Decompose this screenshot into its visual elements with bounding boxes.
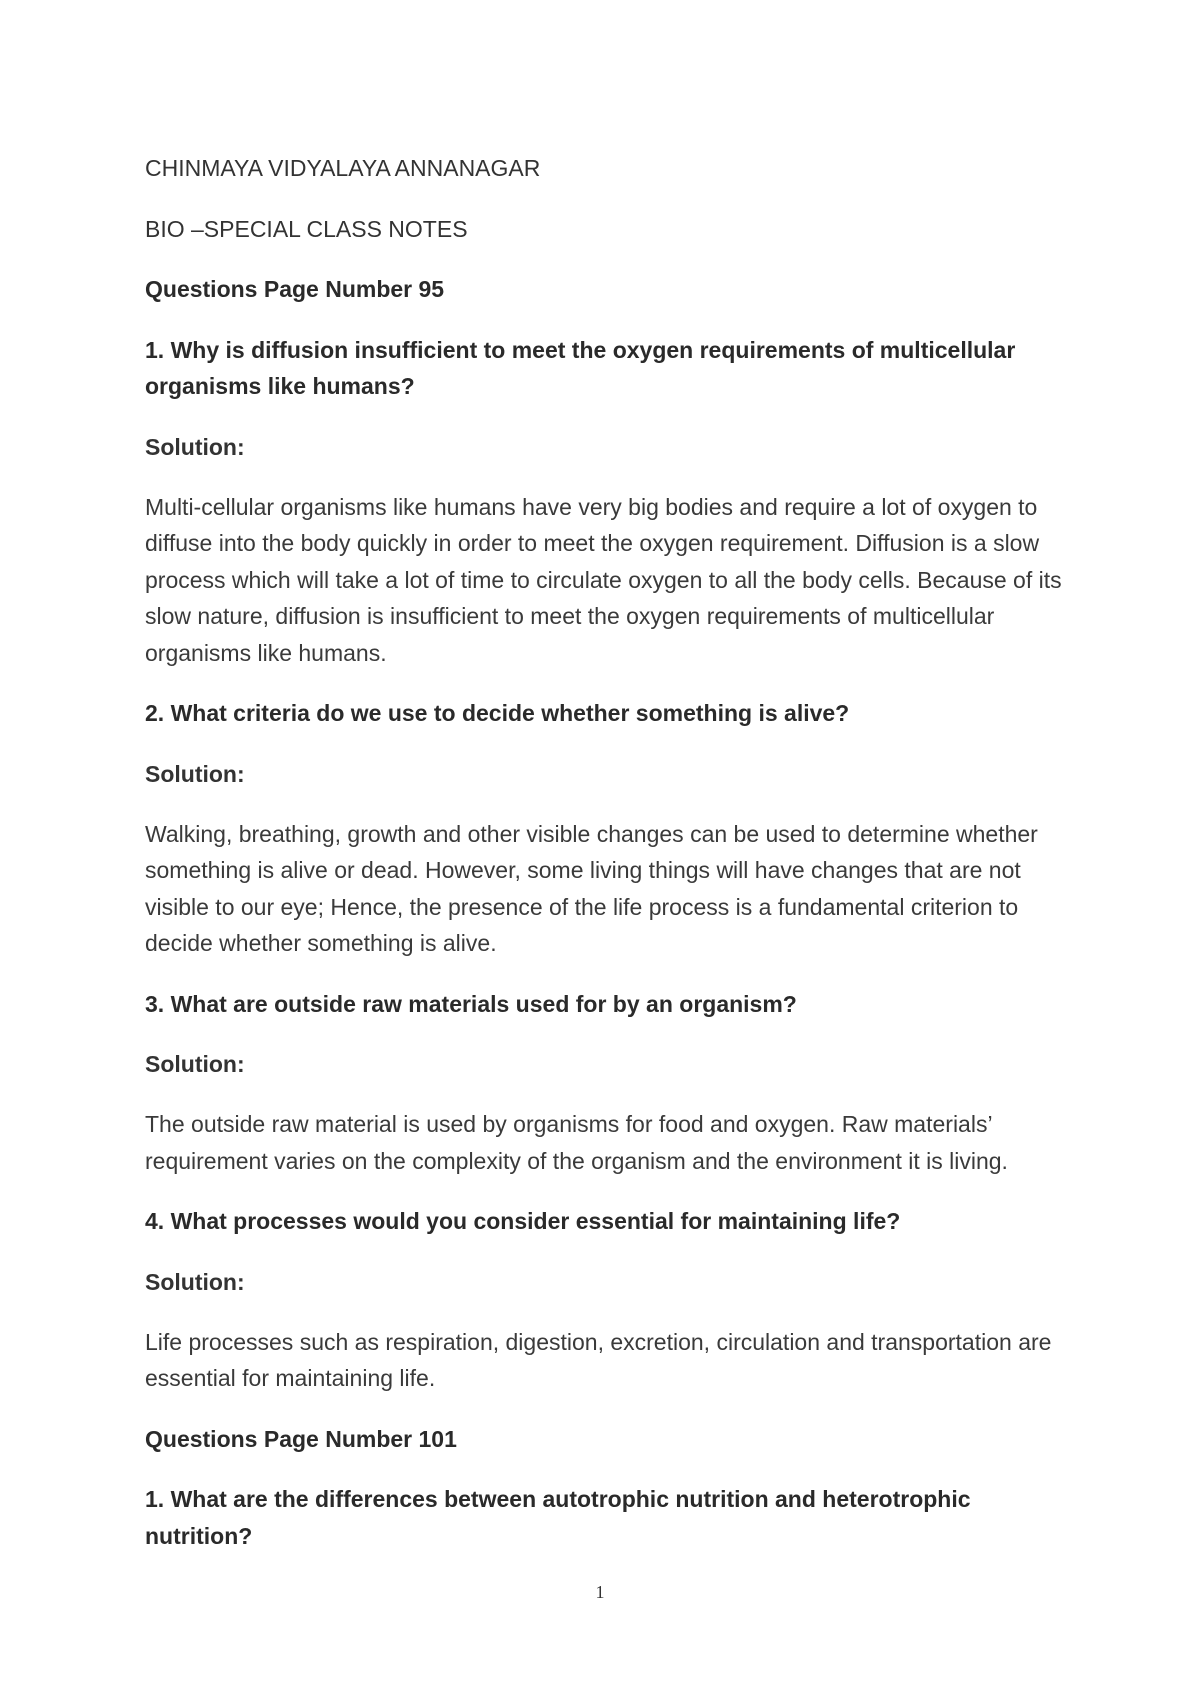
question-3: 3. What are outside raw materials used for by an organism?	[145, 990, 797, 1017]
solution-label-1: Solution:	[145, 433, 245, 460]
answer-3: The outside raw material is used by organisms for food and oxygen. Raw materials’ requirement varies on the complexity of the organism and the environment it is living.	[145, 1111, 1008, 1174]
school-name: CHINMAYA VIDYALAYA ANNANAGAR	[145, 155, 541, 181]
question-page-101-1: 1. What are the differences between autotrophic nutrition and heterotrophic nutrition?	[145, 1486, 971, 1549]
question-2: 2. What criteria do we use to decide whether something is alive?	[145, 700, 850, 726]
question-4: 4. What processes would you consider essential for maintaining life?	[145, 1208, 901, 1234]
document-page	[145, 150, 1075, 1578]
section-heading-page-95: Questions Page Number 95	[145, 276, 445, 302]
page-number: 1	[595, 1582, 605, 1602]
solution-label-2: Solution:	[145, 760, 245, 787]
solution-label-4: Solution:	[145, 1268, 245, 1295]
answer-4: Life processes such as respiration, digestion, excretion, circulation and transportation are essential for maintaining life.	[145, 1328, 1052, 1391]
answer-1: Multi-cellular organisms like humans have very big bodies and require a lot of oxygen to diffuse into the body quickly in order to meet the oxygen requirement. Diffusion is a slow process which will take a lot of time to circulate oxygen to all the body cells. Because of its slow nature, diffusion is insufficient to meet the oxygen requirements of multicellular organisms like humans.	[145, 493, 1062, 666]
section-heading-page-101: Questions Page Number 101	[145, 1425, 457, 1452]
notes-subtitle: BIO –SPECIAL CLASS NOTES	[145, 216, 468, 242]
solution-label-3: Solution:	[145, 1051, 245, 1077]
question-1: 1. Why is diffusion insufficient to meet the oxygen requirements of multicellular organisms like humans?	[145, 336, 1016, 399]
answer-2: Walking, breathing, growth and other visible changes can be used to determine whether something is alive or dead. However, some living things will have changes that are not visible to our eye; Hence, the presence of the life process is a fundamental criterion to decide whether something is alive.	[145, 820, 1038, 956]
